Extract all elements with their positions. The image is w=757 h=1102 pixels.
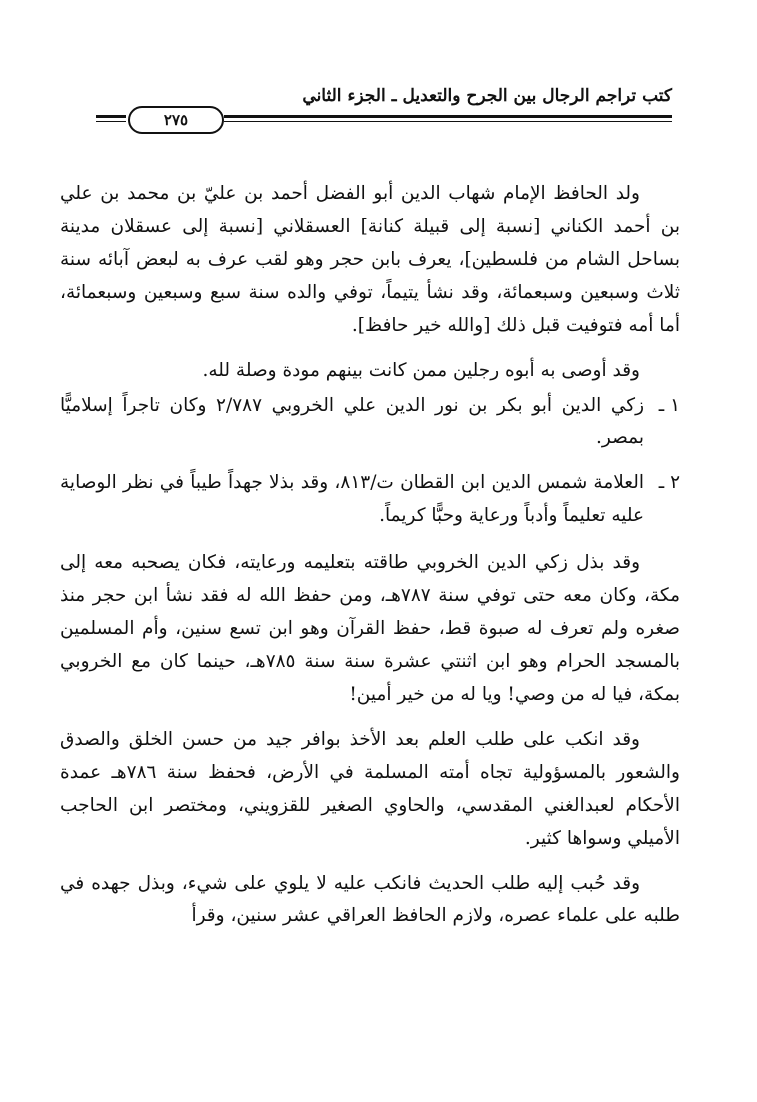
running-title: كتب تراجم الرجال بين الجرح والتعديل ـ الجزء الثاني [302,86,672,106]
paragraph-guardians-intro: وقد أوصى به أبوه رجلين ممن كانت بينهم مودة وصلة لله. [202,359,640,381]
list-item [60,390,680,456]
guardians-list [60,390,680,534]
page-number: ٢٧٥ [128,106,224,134]
page-header [96,86,672,136]
paragraph-studies: وقد انكب على طلب العلم بعد الأخذ بوافر جيد من حسن الخلق والصدق والشعور بالمسؤولية تجاه أمته المسلمة في الأرض، فحفظ سنة ٧٨٦هـ عمدة الأحكام لعبدالغني المقدسي، والحاوي الصغير للقزويني، ومختصر ابن الحاجب الأميلي وسواها كثير. [60,728,680,849]
paragraph-birth: ولد الحافظ الإمام شهاب الدين أبو الفضل أحمد بن عليّ بن محمد بن علي بن أحمد الكناني [نسبة إلى قبيلة كنانة] العسقلاني [نسبة إلى عسقلان مدينة بساحل الشام من فلسطين]، يعرف بابن حجر وهو لقب عرف به لبعض آبائه سنة ثلاث وسبعين وسبعمائة، وقد نشأ يتيماً، توفي والده سنة سبع وسبعين وسبعمائة، أما أمه فتوفيت قبل ذلك [والله خير حافظ]. [60,183,680,336]
paragraph-upbringing: وقد بذل زكي الدين الخروبي طاقته بتعليمه ورعايته، فكان يصحبه معه إلى مكة، وكان معه حتى توفي سنة ٧٨٧هـ، ومن حفظ الله له فقد نشأ ابن حجر منذ صغره ولم تعرف له صبوة قط، حفظ القرآن وهو ابن تسع سنين، وأم المسلمين بالمسجد الحرام وهو ابن اثنتي عشرة سنة سنة ٧٨٥هـ، حينما كان مع الخروبي بمكة، فيا له من وصي! ويا له من خير أمين! [60,552,680,705]
list-item [60,467,680,533]
paragraph-hadith: وقد حُبب إليه طلب الحديث فانكب عليه لا يلوي على شيء، وبذل جهده في طلبه على علماء عصره، ولازم الحافظ العراقي عشر سنين، وقرأ [60,872,680,927]
header-rule-left [96,115,126,122]
page-body [60,178,680,945]
list-item-number: ٢ ـ [658,472,680,494]
list-item-text: زكي الدين أبو بكر بن نور الدين علي الخروبي ٢/٧٨٧ وكان تاجراً إسلاميًّا بمصر. [60,394,645,449]
list-item-number: ١ ـ [658,394,680,416]
header-rule [224,115,672,122]
list-item-text: العلامة شمس الدين ابن القطان ت/٨١٣، وقد بذلا جهداً طيباً في نظر الوصاية عليه تعليماً وأدباً ورعاية وحبًّا كريماً. [60,472,644,527]
